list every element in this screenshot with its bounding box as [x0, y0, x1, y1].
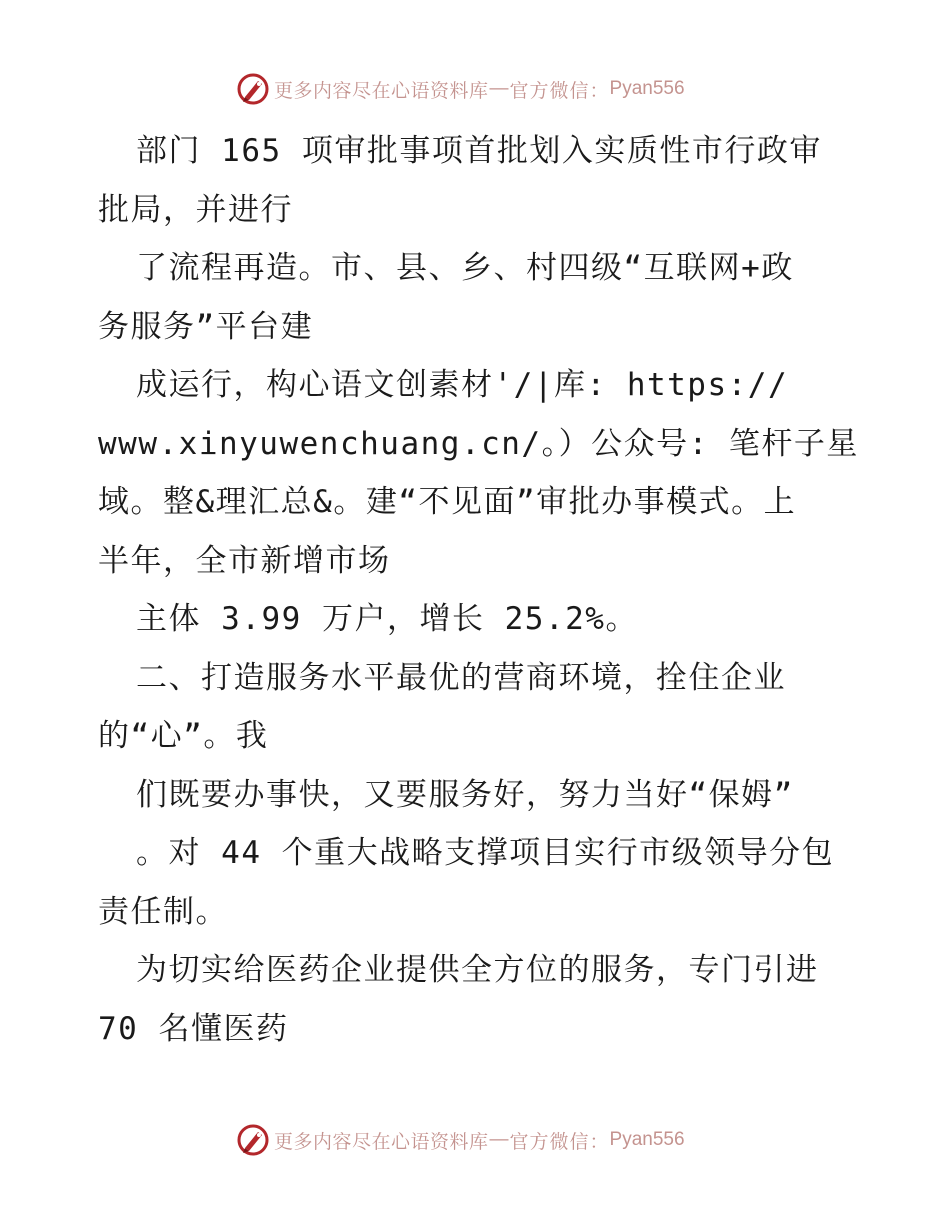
footer-banner [236, 1123, 685, 1157]
body-line: 为切实给医药企业提供全方位的服务，专门引进 [136, 952, 819, 988]
body-line: 务服务”平台建 [98, 308, 314, 345]
body-line: 成运行，构心语文创素材'/|库: https:// [136, 367, 789, 403]
header-banner [236, 72, 685, 106]
body-line: 70 名懂医药 [98, 1010, 289, 1047]
body-line: 责任制。 [98, 893, 228, 930]
footer-dash: — [489, 1129, 509, 1150]
header-dash: — [489, 78, 509, 99]
header-wechat-label: 官方微信： [509, 79, 610, 102]
body-line: 半年，全市新增市场 [98, 542, 391, 579]
footer-wechat-id: Pyan556 [609, 1129, 685, 1150]
body-line: 。对 44 个重大战略支撑项目实行市级领导分包 [136, 835, 835, 871]
header-wechat-id: Pyan556 [609, 78, 685, 99]
footer-site-text: 更多内容尽在心语资料库 [274, 1130, 489, 1153]
body-line: 们既要办事快，又要服务好，努力当好“保姆” [136, 776, 794, 813]
body-line: 域。整&理汇总&。建“不见面”审批办事模式。上 [98, 484, 797, 520]
body-line: 的“心”。我 [98, 718, 269, 754]
document-body [98, 122, 868, 1058]
body-line: 批局，并进行 [98, 191, 293, 228]
body-line: 主体 3.99 万户，增长 25.2%。 [136, 601, 638, 637]
body-line: 了流程再造。市、县、乡、村四级“互联网+政 [136, 250, 794, 286]
body-line: 部门 165 项审批事项首批划入实质性市行政审 [136, 133, 822, 169]
pen-logo-icon [236, 1123, 270, 1157]
body-line: www.xinyuwenchuang.cn/。）公众号: 笔杆子星 [98, 425, 859, 462]
body-line: 二、打造服务水平最优的营商环境，拴住企业 [136, 659, 786, 696]
footer-wechat-label: 官方微信： [509, 1130, 610, 1153]
pen-logo-icon [236, 72, 270, 106]
header-site-text: 更多内容尽在心语资料库 [274, 79, 489, 102]
